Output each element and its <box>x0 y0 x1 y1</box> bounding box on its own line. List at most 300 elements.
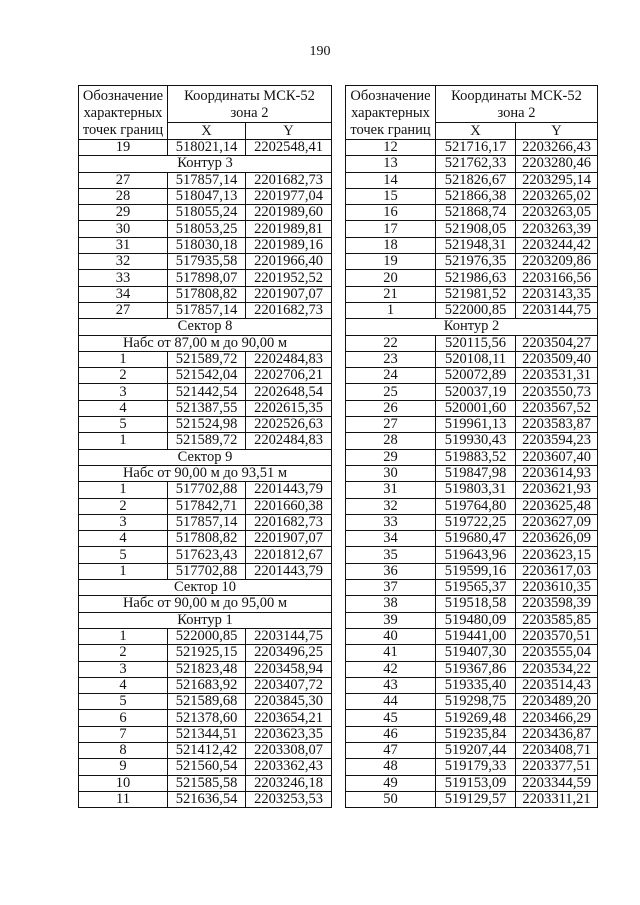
y-coordinate-cell: 2203244,42 <box>516 237 598 253</box>
table-row <box>79 661 332 677</box>
table-row <box>346 286 598 302</box>
y-coordinate-cell: 2201443,79 <box>246 482 332 498</box>
x-coordinate-cell: 521908,05 <box>436 221 516 237</box>
table-row <box>79 384 332 400</box>
point-id-cell: 40 <box>346 628 436 644</box>
x-coordinate-cell: 519335,40 <box>436 677 516 693</box>
y-coordinate-cell: 2203266,43 <box>516 140 598 156</box>
y-coordinate-cell: 2203614,93 <box>516 465 598 481</box>
point-id-cell: 50 <box>346 791 436 807</box>
point-id-cell: 18 <box>346 237 436 253</box>
table-row <box>346 417 598 433</box>
y-coordinate-cell: 2202526,63 <box>246 417 332 433</box>
y-coordinate-cell: 2202615,35 <box>246 400 332 416</box>
table-row <box>346 547 598 563</box>
table-row <box>79 742 332 758</box>
table-row <box>346 433 598 449</box>
table-row <box>346 694 598 710</box>
x-coordinate-cell: 521762,33 <box>436 156 516 172</box>
table-row <box>79 270 332 286</box>
y-coordinate-cell: 2203344,59 <box>516 775 598 791</box>
table-row <box>346 677 598 693</box>
point-id-cell: 31 <box>346 482 436 498</box>
y-coordinate-cell: 2203377,51 <box>516 759 598 775</box>
point-id-cell: 45 <box>346 710 436 726</box>
point-id-cell: 48 <box>346 759 436 775</box>
x-coordinate-cell: 520108,11 <box>436 351 516 367</box>
table-row <box>346 742 598 758</box>
table-row <box>346 710 598 726</box>
point-id-cell: 24 <box>346 368 436 384</box>
x-coordinate-cell: 517623,43 <box>168 547 246 563</box>
y-coordinate-cell: 2203623,15 <box>516 547 598 563</box>
y-coordinate-cell: 2203567,52 <box>516 400 598 416</box>
y-coordinate-cell: 2202648,54 <box>246 384 332 400</box>
section-label: Сектор 10 <box>79 580 332 596</box>
x-coordinate-cell: 519480,09 <box>436 612 516 628</box>
section-label: Контур 3 <box>79 156 332 172</box>
header-row <box>346 86 598 123</box>
x-coordinate-cell: 518021,14 <box>168 140 246 156</box>
x-coordinate-cell: 521589,68 <box>168 694 246 710</box>
header-coordinates <box>436 86 598 123</box>
y-coordinate-cell: 2203623,35 <box>246 726 332 742</box>
point-id-cell: 29 <box>79 205 168 221</box>
header-coordinates <box>168 86 332 123</box>
table-row <box>346 140 598 156</box>
x-coordinate-cell: 518047,13 <box>168 188 246 204</box>
table-row <box>79 286 332 302</box>
table-row <box>346 172 598 188</box>
table-row <box>346 302 598 318</box>
point-id-cell: 6 <box>79 710 168 726</box>
table-row <box>79 482 332 498</box>
y-coordinate-cell: 2203845,30 <box>246 694 332 710</box>
point-id-cell: 27 <box>79 172 168 188</box>
point-id-cell: 16 <box>346 205 436 221</box>
point-id-cell: 2 <box>79 368 168 384</box>
point-id-cell: 12 <box>346 140 436 156</box>
coordinates-table-right <box>345 85 598 808</box>
table-row <box>79 726 332 742</box>
point-id-cell: 20 <box>346 270 436 286</box>
x-coordinate-cell: 519407,30 <box>436 645 516 661</box>
header-x: X <box>436 123 516 140</box>
y-coordinate-cell: 2203617,03 <box>516 563 598 579</box>
point-id-cell: 39 <box>346 612 436 628</box>
section-row <box>79 156 332 172</box>
header-coordinates-line: Координаты МСК-52 <box>451 88 582 104</box>
x-coordinate-cell: 519565,37 <box>436 580 516 596</box>
table-row <box>346 759 598 775</box>
section-label: Сектор 8 <box>79 319 332 335</box>
point-id-cell: 4 <box>79 677 168 693</box>
x-coordinate-cell: 519298,75 <box>436 694 516 710</box>
x-coordinate-cell: 519179,33 <box>436 759 516 775</box>
y-coordinate-cell: 2203514,43 <box>516 677 598 693</box>
x-coordinate-cell: 519367,86 <box>436 661 516 677</box>
x-coordinate-cell: 521344,51 <box>168 726 246 742</box>
table-row <box>346 351 598 367</box>
table-row <box>79 547 332 563</box>
point-id-cell: 29 <box>346 449 436 465</box>
table-row <box>79 433 332 449</box>
section-row <box>79 465 332 481</box>
table-row <box>346 221 598 237</box>
point-id-cell: 47 <box>346 742 436 758</box>
y-coordinate-cell: 2202484,83 <box>246 433 332 449</box>
section-row <box>79 612 332 628</box>
header-point-label-line: характерных <box>83 105 163 121</box>
y-coordinate-cell: 2203253,53 <box>246 791 332 807</box>
x-coordinate-cell: 520001,60 <box>436 400 516 416</box>
header-x: X <box>168 123 246 140</box>
x-coordinate-cell: 520037,19 <box>436 384 516 400</box>
section-row <box>346 319 598 335</box>
point-id-cell: 28 <box>79 188 168 204</box>
point-id-cell: 30 <box>346 465 436 481</box>
y-coordinate-cell: 2201989,60 <box>246 205 332 221</box>
point-id-cell: 19 <box>79 140 168 156</box>
y-coordinate-cell: 2203594,23 <box>516 433 598 449</box>
table-row <box>79 791 332 807</box>
table-row <box>79 417 332 433</box>
x-coordinate-cell: 517857,14 <box>168 172 246 188</box>
x-coordinate-cell: 520115,56 <box>436 335 516 351</box>
y-coordinate-cell: 2203555,04 <box>516 645 598 661</box>
x-coordinate-cell: 521378,60 <box>168 710 246 726</box>
page-number: 190 <box>309 44 331 59</box>
point-id-cell: 43 <box>346 677 436 693</box>
point-id-cell: 10 <box>79 775 168 791</box>
y-coordinate-cell: 2203436,87 <box>516 726 598 742</box>
table-row <box>79 694 332 710</box>
header-coordinates-line: Координаты МСК-52 <box>184 88 315 104</box>
point-id-cell: 15 <box>346 188 436 204</box>
point-id-cell: 1 <box>79 628 168 644</box>
y-coordinate-cell: 2201812,67 <box>246 547 332 563</box>
point-id-cell: 21 <box>346 286 436 302</box>
header-row <box>79 86 332 123</box>
point-id-cell: 11 <box>79 791 168 807</box>
y-coordinate-cell: 2203509,40 <box>516 351 598 367</box>
y-coordinate-cell: 2203654,21 <box>246 710 332 726</box>
y-coordinate-cell: 2203626,09 <box>516 531 598 547</box>
point-id-cell: 42 <box>346 661 436 677</box>
x-coordinate-cell: 519207,44 <box>436 742 516 758</box>
table-row <box>346 482 598 498</box>
y-coordinate-cell: 2203458,94 <box>246 661 332 677</box>
table-row <box>346 661 598 677</box>
x-coordinate-cell: 521868,74 <box>436 205 516 221</box>
y-coordinate-cell: 2201682,73 <box>246 514 332 530</box>
point-id-cell: 33 <box>79 270 168 286</box>
table-row <box>346 465 598 481</box>
point-id-cell: 32 <box>346 498 436 514</box>
header-point-label-line: точек границ <box>350 122 431 138</box>
section-row <box>79 335 332 351</box>
point-id-cell: 1 <box>79 433 168 449</box>
x-coordinate-cell: 521589,72 <box>168 351 246 367</box>
y-coordinate-cell: 2203143,35 <box>516 286 598 302</box>
y-coordinate-cell: 2203583,87 <box>516 417 598 433</box>
header-point-label-line: характерных <box>351 105 430 121</box>
point-id-cell: 2 <box>79 645 168 661</box>
table-row <box>79 140 332 156</box>
header-coordinates-line: зона 2 <box>497 105 536 121</box>
table-row <box>346 270 598 286</box>
table-row <box>346 563 598 579</box>
y-coordinate-cell: 2203407,72 <box>246 677 332 693</box>
y-coordinate-cell: 2203531,31 <box>516 368 598 384</box>
x-coordinate-cell: 519680,47 <box>436 531 516 547</box>
x-coordinate-cell: 521716,17 <box>436 140 516 156</box>
table-row <box>79 205 332 221</box>
table-row <box>79 563 332 579</box>
y-coordinate-cell: 2202548,41 <box>246 140 332 156</box>
y-coordinate-cell: 2203585,85 <box>516 612 598 628</box>
x-coordinate-cell: 522000,85 <box>168 628 246 644</box>
x-coordinate-cell: 517935,58 <box>168 254 246 270</box>
table-row <box>79 775 332 791</box>
x-coordinate-cell: 517702,88 <box>168 563 246 579</box>
x-coordinate-cell: 519643,96 <box>436 547 516 563</box>
x-coordinate-cell: 521683,92 <box>168 677 246 693</box>
x-coordinate-cell: 521986,63 <box>436 270 516 286</box>
section-label: Набс от 90,00 м до 93,51 м <box>79 465 332 481</box>
y-coordinate-cell: 2203362,43 <box>246 759 332 775</box>
point-id-cell: 1 <box>79 482 168 498</box>
y-coordinate-cell: 2203295,14 <box>516 172 598 188</box>
point-id-cell: 46 <box>346 726 436 742</box>
x-coordinate-cell: 519803,31 <box>436 482 516 498</box>
section-label: Набс от 87,00 м до 90,00 м <box>79 335 332 351</box>
point-id-cell: 38 <box>346 596 436 612</box>
point-id-cell: 31 <box>79 237 168 253</box>
table-row <box>79 645 332 661</box>
x-coordinate-cell: 521826,67 <box>436 172 516 188</box>
x-coordinate-cell: 519599,16 <box>436 563 516 579</box>
x-coordinate-cell: 517702,88 <box>168 482 246 498</box>
y-coordinate-cell: 2201989,16 <box>246 237 332 253</box>
point-id-cell: 32 <box>79 254 168 270</box>
point-id-cell: 9 <box>79 759 168 775</box>
table-row <box>346 498 598 514</box>
y-coordinate-cell: 2201907,07 <box>246 286 332 302</box>
table-row <box>346 645 598 661</box>
x-coordinate-cell: 521412,42 <box>168 742 246 758</box>
point-id-cell: 23 <box>346 351 436 367</box>
point-id-cell: 3 <box>79 384 168 400</box>
y-coordinate-cell: 2201443,79 <box>246 563 332 579</box>
x-coordinate-cell: 521636,54 <box>168 791 246 807</box>
table-row <box>346 400 598 416</box>
point-id-cell: 33 <box>346 514 436 530</box>
table-row <box>79 677 332 693</box>
table-row <box>346 726 598 742</box>
table-row <box>79 498 332 514</box>
table-row <box>79 254 332 270</box>
y-coordinate-cell: 2201682,73 <box>246 302 332 318</box>
x-coordinate-cell: 521542,04 <box>168 368 246 384</box>
point-id-cell: 3 <box>79 661 168 677</box>
section-label: Сектор 9 <box>79 449 332 465</box>
table-row <box>79 302 332 318</box>
point-id-cell: 3 <box>79 514 168 530</box>
x-coordinate-cell: 521948,31 <box>436 237 516 253</box>
table-row <box>346 612 598 628</box>
point-id-cell: 4 <box>79 531 168 547</box>
y-coordinate-cell: 2203598,39 <box>516 596 598 612</box>
table-row <box>79 172 332 188</box>
header-coordinates-line: зона 2 <box>230 105 269 121</box>
header-y: Y <box>246 123 332 140</box>
y-coordinate-cell: 2202706,21 <box>246 368 332 384</box>
x-coordinate-cell: 517857,14 <box>168 514 246 530</box>
table-row <box>79 188 332 204</box>
table-row <box>79 759 332 775</box>
x-coordinate-cell: 519518,58 <box>436 596 516 612</box>
x-coordinate-cell: 519269,48 <box>436 710 516 726</box>
point-id-cell: 5 <box>79 547 168 563</box>
x-coordinate-cell: 519441,00 <box>436 628 516 644</box>
y-coordinate-cell: 2201952,52 <box>246 270 332 286</box>
point-id-cell: 41 <box>346 645 436 661</box>
point-id-cell: 14 <box>346 172 436 188</box>
x-coordinate-cell: 521866,38 <box>436 188 516 204</box>
table-row <box>346 205 598 221</box>
table-row <box>346 514 598 530</box>
point-id-cell: 34 <box>346 531 436 547</box>
header-point-label-line: Обозначение <box>350 88 431 104</box>
y-coordinate-cell: 2203408,71 <box>516 742 598 758</box>
y-coordinate-cell: 2203466,29 <box>516 710 598 726</box>
y-coordinate-cell: 2203308,07 <box>246 742 332 758</box>
x-coordinate-cell: 517898,07 <box>168 270 246 286</box>
y-coordinate-cell: 2201989,81 <box>246 221 332 237</box>
header-y: Y <box>516 123 598 140</box>
y-coordinate-cell: 2203209,86 <box>516 254 598 270</box>
y-coordinate-cell: 2203607,40 <box>516 449 598 465</box>
y-coordinate-cell: 2203263,05 <box>516 205 598 221</box>
point-id-cell: 26 <box>346 400 436 416</box>
header-point-label <box>346 86 436 140</box>
x-coordinate-cell: 517808,82 <box>168 286 246 302</box>
point-id-cell: 19 <box>346 254 436 270</box>
table-row <box>346 368 598 384</box>
table-row <box>346 628 598 644</box>
table-row <box>346 449 598 465</box>
point-id-cell: 34 <box>79 286 168 302</box>
header-point-label-line: точек границ <box>82 122 164 138</box>
x-coordinate-cell: 519961,13 <box>436 417 516 433</box>
x-coordinate-cell: 521524,98 <box>168 417 246 433</box>
y-coordinate-cell: 2203534,22 <box>516 661 598 677</box>
section-row <box>79 580 332 596</box>
y-coordinate-cell: 2203166,56 <box>516 270 598 286</box>
y-coordinate-cell: 2203621,93 <box>516 482 598 498</box>
y-coordinate-cell: 2203570,51 <box>516 628 598 644</box>
y-coordinate-cell: 2203265,02 <box>516 188 598 204</box>
x-coordinate-cell: 519235,84 <box>436 726 516 742</box>
y-coordinate-cell: 2201682,73 <box>246 172 332 188</box>
section-label: Контур 1 <box>79 612 332 628</box>
table-row <box>346 384 598 400</box>
point-id-cell: 22 <box>346 335 436 351</box>
table-row <box>346 254 598 270</box>
table-row <box>346 596 598 612</box>
y-coordinate-cell: 2202484,83 <box>246 351 332 367</box>
table-row <box>346 237 598 253</box>
y-coordinate-cell: 2203263,39 <box>516 221 598 237</box>
x-coordinate-cell: 517842,71 <box>168 498 246 514</box>
y-coordinate-cell: 2203550,73 <box>516 384 598 400</box>
point-id-cell: 49 <box>346 775 436 791</box>
y-coordinate-cell: 2201907,07 <box>246 531 332 547</box>
y-coordinate-cell: 2201977,04 <box>246 188 332 204</box>
table-row <box>346 188 598 204</box>
point-id-cell: 27 <box>79 302 168 318</box>
x-coordinate-cell: 521387,55 <box>168 400 246 416</box>
table-row <box>346 156 598 172</box>
y-coordinate-cell: 2203246,18 <box>246 775 332 791</box>
table-row <box>79 531 332 547</box>
x-coordinate-cell: 521981,52 <box>436 286 516 302</box>
x-coordinate-cell: 517857,14 <box>168 302 246 318</box>
x-coordinate-cell: 519722,25 <box>436 514 516 530</box>
x-coordinate-cell: 521585,58 <box>168 775 246 791</box>
y-coordinate-cell: 2203625,48 <box>516 498 598 514</box>
x-coordinate-cell: 519883,52 <box>436 449 516 465</box>
y-coordinate-cell: 2203280,46 <box>516 156 598 172</box>
point-id-cell: 5 <box>79 417 168 433</box>
point-id-cell: 25 <box>346 384 436 400</box>
x-coordinate-cell: 520072,89 <box>436 368 516 384</box>
table-row <box>79 351 332 367</box>
y-coordinate-cell: 2201966,40 <box>246 254 332 270</box>
x-coordinate-cell: 518055,24 <box>168 205 246 221</box>
point-id-cell: 17 <box>346 221 436 237</box>
table-row <box>346 531 598 547</box>
point-id-cell: 27 <box>346 417 436 433</box>
x-coordinate-cell: 521976,35 <box>436 254 516 270</box>
x-coordinate-cell: 521925,15 <box>168 645 246 661</box>
x-coordinate-cell: 519153,09 <box>436 775 516 791</box>
point-id-cell: 44 <box>346 694 436 710</box>
x-coordinate-cell: 522000,85 <box>436 302 516 318</box>
point-id-cell: 7 <box>79 726 168 742</box>
table-row <box>346 580 598 596</box>
y-coordinate-cell: 2203311,21 <box>516 791 598 807</box>
y-coordinate-cell: 2203627,09 <box>516 514 598 530</box>
y-coordinate-cell: 2203496,25 <box>246 645 332 661</box>
coordinates-table-left <box>78 85 332 808</box>
table-row <box>346 791 598 807</box>
y-coordinate-cell: 2203489,20 <box>516 694 598 710</box>
table-row <box>79 710 332 726</box>
point-id-cell: 8 <box>79 742 168 758</box>
x-coordinate-cell: 519847,98 <box>436 465 516 481</box>
point-id-cell: 28 <box>346 433 436 449</box>
y-coordinate-cell: 2203144,75 <box>246 628 332 644</box>
table-row <box>346 335 598 351</box>
point-id-cell: 1 <box>79 563 168 579</box>
section-label: Набс от 90,00 м до 95,00 м <box>79 596 332 612</box>
x-coordinate-cell: 519764,80 <box>436 498 516 514</box>
y-coordinate-cell: 2203144,75 <box>516 302 598 318</box>
point-id-cell: 36 <box>346 563 436 579</box>
point-id-cell: 2 <box>79 498 168 514</box>
